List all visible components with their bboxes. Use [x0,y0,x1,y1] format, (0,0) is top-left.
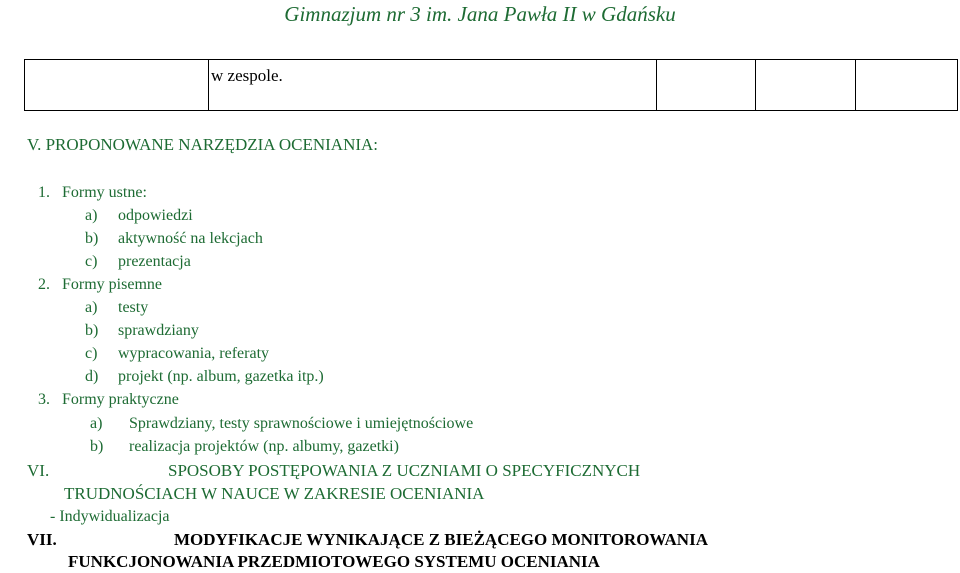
item-text: projekt (np. album, gazetka itp.) [118,368,324,385]
item-label: c) [85,345,98,362]
page-header: Gimnazjum nr 3 im. Jana Pawła II w Gdańsku [284,2,676,26]
section-v-title: V. PROPONOWANE NARZĘDZIA OCENIANIA: [27,135,379,154]
group-title: Formy praktyczne [62,391,179,408]
item-label: d) [85,368,99,385]
group-number: 3. [38,391,50,408]
section-number: VI. [27,461,50,480]
item-label: b) [90,438,104,455]
item-text: realizacja projektów (np. albumy, gazetki) [129,438,399,455]
item-text: odpowiedzi [118,207,193,224]
item-text: prezentacja [118,253,191,270]
group-title: Formy ustne: [62,184,147,201]
list-item [85,228,263,250]
section-vii-title-continued: FUNKCJONOWANIA PRZEDMIOTOWEGO SYSTEMU OCENIANIA [68,552,600,571]
item-label: b) [85,230,99,247]
section-vii-heading [27,529,708,551]
item-label: c) [85,253,98,270]
group-number: 2. [38,276,50,293]
section-title-line: MODYFIKACJE WYNIKAJĄCE Z BIEŻĄCEGO MONITOROWANIA [174,530,708,549]
item-label: b) [85,322,99,339]
item-label: a) [90,415,103,432]
list-item [85,366,324,388]
item-text: testy [118,299,149,316]
item-label: a) [85,207,98,224]
list-item [85,320,199,342]
list-item [85,205,193,227]
section-title-line: SPOSOBY POSTĘPOWANIA Z UCZNIAMI O SPECYFICZNYCH [168,461,641,480]
group-title: Formy pisemne [62,276,162,293]
list-item [85,343,269,365]
table-cell [756,60,856,111]
section-number: VII. [27,530,57,549]
table-cell [209,60,657,111]
item-text: sprawdziany [118,322,199,339]
section-vi-item: - Indywidualizacja [50,508,170,525]
item-label: a) [85,299,98,316]
item-text: aktywność na lekcjach [118,230,263,247]
table-cell-text: w zespole. [211,66,283,85]
group-2-heading [38,274,162,296]
table-row [25,60,958,111]
item-text: wypracowania, referaty [118,345,270,362]
grading-table [24,59,958,111]
table-cell [657,60,756,111]
list-item [90,436,399,458]
list-item [85,251,191,273]
item-text: Sprawdziany, testy sprawnościowe i umiejętnościowe [129,415,474,432]
group-number: 1. [38,184,50,201]
list-item [90,413,473,435]
group-1-heading [38,182,147,204]
section-vi-heading [27,460,640,482]
section-vi-title-continued: TRUDNOŚCIACH W NAUCE W ZAKRESIE OCENIANIA [64,484,485,503]
table-cell [856,60,958,111]
list-item [85,297,148,319]
table-cell [25,60,209,111]
group-3-heading [38,389,179,411]
